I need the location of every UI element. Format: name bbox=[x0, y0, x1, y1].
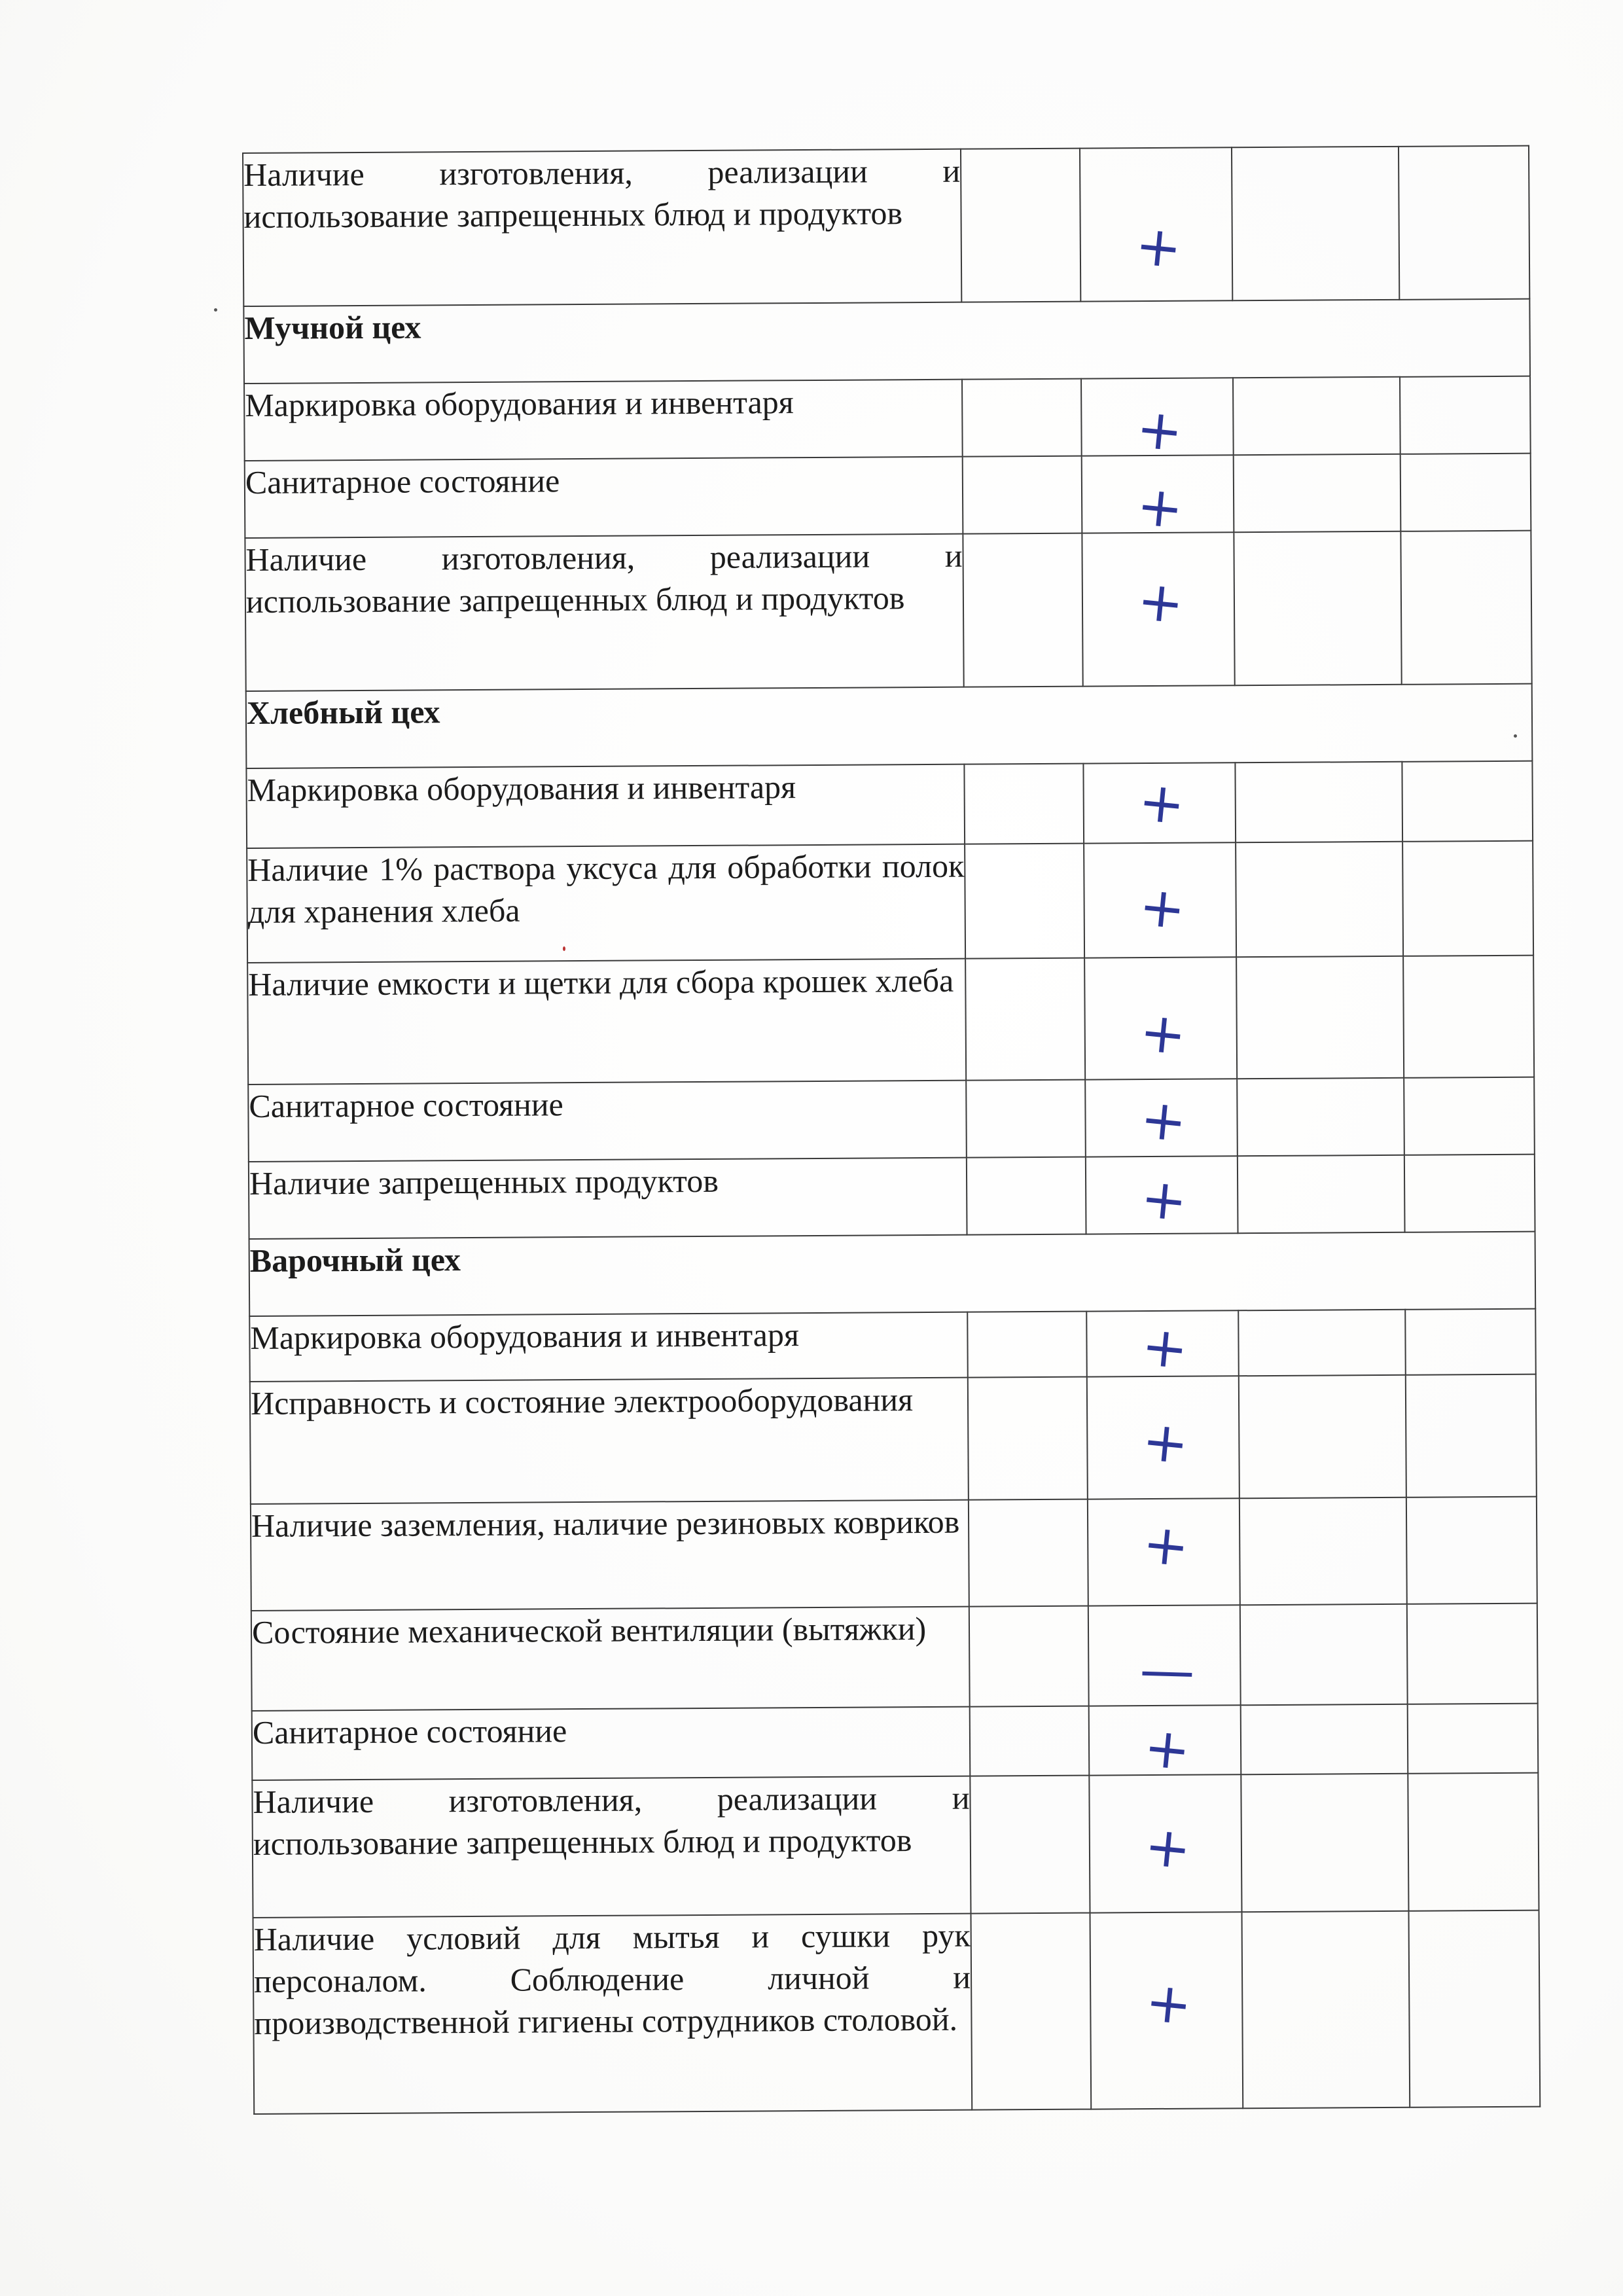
result-cell bbox=[1086, 1156, 1238, 1234]
section-header-row bbox=[246, 684, 1533, 768]
handwritten-mark: + bbox=[1141, 1714, 1194, 1784]
result-cell bbox=[1082, 455, 1234, 542]
blank-cell bbox=[1399, 146, 1529, 300]
blank-cell bbox=[1408, 1773, 1539, 1911]
handwritten-mark: + bbox=[1133, 473, 1186, 542]
criterion-cell: Наличие изготовления, реализации и использование запрещенных блюд и продуктов bbox=[252, 1776, 971, 1918]
blank-cell bbox=[967, 1157, 1086, 1235]
table-row bbox=[243, 146, 1529, 306]
section-title: Хлебный цех bbox=[246, 684, 1533, 768]
table-row bbox=[248, 1077, 1535, 1162]
blank-cell bbox=[1403, 956, 1534, 1078]
blank-cell bbox=[971, 1913, 1092, 2110]
section-header-row bbox=[243, 299, 1530, 384]
result-cell bbox=[1090, 1912, 1243, 2109]
handwritten-mark: + bbox=[1133, 395, 1186, 465]
criterion-cell: Наличие 1% раствора уксуса для обработки полок для хранения хлеба bbox=[247, 844, 965, 963]
criterion-cell: Состояние механической вентиляции (вытяжки) bbox=[251, 1607, 970, 1711]
criterion-cell: Наличие изготовления, реализации и использование запрещенных блюд и продуктов bbox=[243, 149, 961, 306]
inspection-checklist-table bbox=[242, 145, 1541, 2115]
table-row bbox=[253, 1910, 1541, 2114]
blank-cell bbox=[1409, 1910, 1541, 2108]
handwritten-mark: + bbox=[1137, 1086, 1190, 1155]
blank-cell bbox=[1236, 842, 1403, 957]
criterion-cell: Санитарное состояние bbox=[245, 457, 963, 538]
handwritten-mark: — bbox=[1139, 1637, 1196, 1704]
criterion-cell: Санитарное состояние bbox=[248, 1081, 967, 1162]
result-cell bbox=[1088, 1498, 1240, 1605]
blank-cell bbox=[1234, 454, 1401, 532]
result-cell bbox=[1088, 1605, 1241, 1706]
handwritten-mark: + bbox=[1134, 567, 1187, 637]
blank-cell bbox=[963, 456, 1082, 534]
blank-cell bbox=[1400, 531, 1531, 685]
criterion-cell: Исправность и состояние электрооборудования bbox=[250, 1378, 969, 1504]
blank-cell bbox=[1402, 761, 1533, 842]
blank-cell bbox=[1400, 376, 1531, 454]
blank-cell bbox=[966, 1080, 1086, 1158]
result-cell bbox=[1084, 957, 1237, 1079]
result-cell bbox=[1089, 1774, 1241, 1912]
handwritten-mark: + bbox=[1139, 1313, 1191, 1382]
blank-cell bbox=[1404, 1077, 1535, 1155]
handwritten-mark: + bbox=[1136, 873, 1189, 942]
blank-cell bbox=[963, 533, 1082, 687]
blank-cell bbox=[1400, 454, 1531, 531]
table-row bbox=[252, 1773, 1539, 1918]
blank-cell bbox=[968, 1377, 1088, 1500]
handwritten-mark: + bbox=[1139, 1408, 1192, 1477]
table-row bbox=[246, 761, 1533, 848]
result-cell bbox=[1081, 378, 1234, 465]
inspection-checklist-page bbox=[242, 145, 1539, 2115]
table-row bbox=[251, 1497, 1537, 1611]
blank-cell bbox=[1240, 1604, 1408, 1705]
checklist-table-body bbox=[243, 146, 1540, 2114]
section-header-row bbox=[249, 1232, 1536, 1316]
blank-cell bbox=[1236, 956, 1404, 1079]
handwritten-mark: + bbox=[1135, 768, 1188, 838]
table-row bbox=[250, 1374, 1537, 1504]
handwritten-mark: + bbox=[1132, 212, 1185, 281]
blank-cell bbox=[1234, 531, 1401, 685]
blank-cell bbox=[1408, 1704, 1539, 1774]
blank-cell bbox=[1235, 762, 1402, 842]
blank-cell bbox=[1404, 1155, 1535, 1232]
handwritten-mark: + bbox=[1137, 999, 1190, 1068]
criterion-cell: Маркировка оборудования и инвентаря bbox=[249, 1312, 968, 1382]
blank-cell bbox=[969, 1606, 1089, 1707]
blank-cell bbox=[1241, 1774, 1408, 1912]
blank-cell bbox=[970, 1706, 1090, 1776]
section-title: Мучной цех bbox=[243, 299, 1530, 384]
blank-cell bbox=[1406, 1497, 1537, 1604]
blank-cell bbox=[1241, 1704, 1408, 1774]
handwritten-mark: + bbox=[1142, 1969, 1195, 2038]
blank-cell bbox=[965, 844, 1084, 959]
result-cell bbox=[1087, 1376, 1240, 1499]
blank-cell bbox=[964, 764, 1084, 844]
blank-cell bbox=[969, 1499, 1088, 1607]
criterion-cell: Маркировка оборудования и инвентаря bbox=[244, 380, 963, 461]
blank-cell bbox=[1242, 1911, 1410, 2108]
table-row bbox=[249, 1309, 1536, 1382]
section-title: Варочный цех bbox=[249, 1232, 1536, 1316]
result-cell bbox=[1085, 1079, 1238, 1157]
blank-cell bbox=[1405, 1309, 1536, 1375]
result-cell bbox=[1089, 1705, 1241, 1784]
table-row bbox=[252, 1704, 1539, 1780]
table-row bbox=[251, 1604, 1538, 1711]
criterion-cell: Наличие емкости и щетки для сбора крошек хлеба bbox=[247, 959, 966, 1085]
table-row bbox=[245, 454, 1531, 538]
blank-cell bbox=[965, 958, 1085, 1081]
result-cell bbox=[1084, 842, 1236, 958]
criterion-cell: Наличие условий для мытья и сушки рук персоналом. Соблюдение личной и производственной гигиены сотрудников столовой. bbox=[253, 1914, 972, 2114]
blank-cell bbox=[1239, 1375, 1406, 1498]
blank-cell bbox=[1402, 841, 1533, 956]
handwritten-mark: + bbox=[1139, 1511, 1192, 1580]
blank-cell bbox=[1238, 1155, 1405, 1233]
blank-cell bbox=[962, 379, 1082, 457]
blank-cell bbox=[967, 1312, 1087, 1378]
table-row bbox=[244, 376, 1531, 461]
blank-cell bbox=[1232, 147, 1399, 300]
blank-cell bbox=[1237, 1078, 1404, 1156]
result-cell bbox=[1083, 762, 1236, 843]
handwritten-mark: + bbox=[1137, 1165, 1190, 1234]
blank-cell bbox=[1240, 1498, 1407, 1605]
blank-cell bbox=[961, 149, 1080, 302]
blank-cell bbox=[1407, 1604, 1538, 1704]
table-row bbox=[247, 841, 1533, 963]
criterion-cell: Наличие заземления, наличие резиновых ковриков bbox=[251, 1500, 969, 1611]
criterion-cell: Наличие запрещенных продуктов bbox=[249, 1158, 967, 1239]
table-row bbox=[249, 1155, 1535, 1239]
criterion-cell: Санитарное состояние bbox=[252, 1707, 971, 1780]
table-row bbox=[245, 531, 1531, 691]
result-cell bbox=[1082, 532, 1234, 686]
table-row bbox=[247, 956, 1534, 1085]
result-cell bbox=[1080, 147, 1232, 301]
blank-cell bbox=[1238, 1310, 1406, 1376]
handwritten-mark: + bbox=[1141, 1813, 1194, 1882]
criterion-cell: Маркировка оборудования и инвентаря bbox=[246, 764, 965, 848]
blank-cell bbox=[1406, 1374, 1537, 1498]
blank-cell bbox=[970, 1776, 1090, 1914]
criterion-cell: Наличие изготовления, реализации и использование запрещенных блюд и продуктов bbox=[245, 534, 963, 691]
scan-speck bbox=[214, 308, 217, 312]
blank-cell bbox=[1233, 377, 1400, 455]
result-cell bbox=[1086, 1310, 1239, 1382]
